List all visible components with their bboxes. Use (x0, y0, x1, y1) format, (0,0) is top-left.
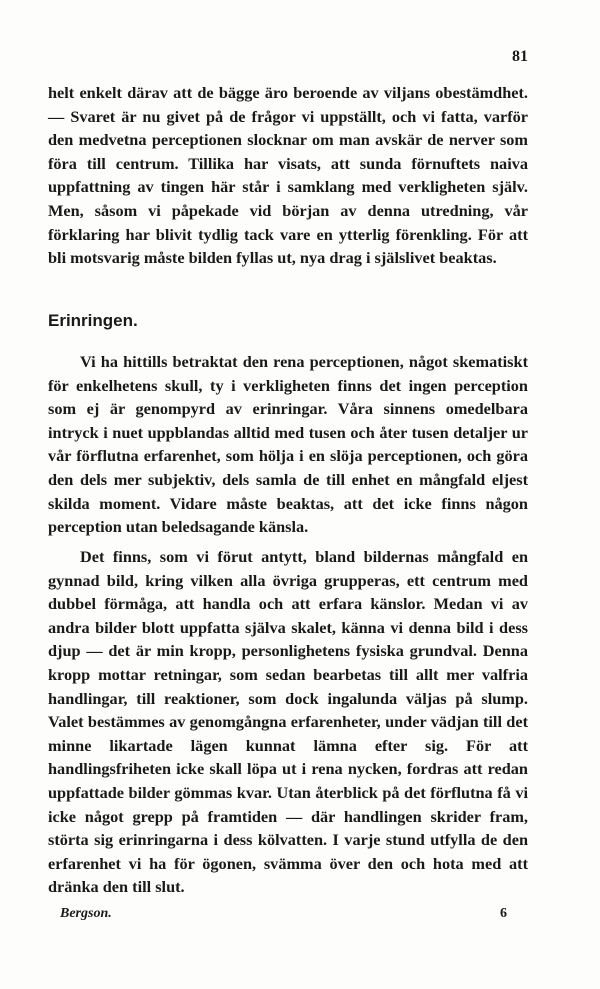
paragraph-body: Det finns, som vi förut antytt, bland bildernas mångfald en gynnad bild, kring vilken alla övriga grupperas, ett centrum med dubbel förmåga, att handla och att erfara känslor. Medan vi av andra bilder blott uppfatta själva skalet, känna vi denna bild i dess djup — det är min kropp, personlighetens fysiska grundval. Denna kropp mottar retningar, som sedan bearbetas till allt mer valfria handlingar, till reaktioner, som dock ingalunda väljas på slump. Valet bestämmes av genomgångna erfarenheter, under vädjan till det minne likartade lägen kunnat lämna efter sig. För att handlingsfriheten icke skall löpa ut i rena nycken, fordras att redan uppfattade bilder gömmas kvar. Utan återblick på det förflutna få vi icke något grepp på framtiden — där handlingen skrider fram, störta sig erinringarna i dess kölvatten. I varje stund utfylla de den erfarenhet vi ha för ögonen, svämma över den och hota med att dränka den till slut. (48, 547, 528, 897)
paragraph-continuation: helt enkelt därav att de bägge äro beroende av viljans obestämdhet. — Svaret är nu givet på de frågor vi uppställt, och vi fatta, varför den medvetna perceptionen slocknar om man avskär de nerver som föra till centrum. Tillika har visats, att sunda förnuftets naiva uppfattning av tingen här står i samklang med verkligheten själv. Men, såsom vi påpekade vid början av denna utredning, vår förklaring har blivit tydlig tack vare en ytterlig förenkling. För att bli motsvarig måste bilden fyllas ut, nya drag i själslivet beaktas. (48, 83, 528, 268)
footer-author: Bergson. (60, 906, 112, 921)
page-number: 81 (512, 48, 528, 65)
footer-signature-mark: 6 (500, 906, 507, 921)
paragraph-intro: Vi ha hittills betraktat den rena perceptionen, något skematiskt för enkelhetens skull, ty i verkligheten finns det ingen perception som ej är genompyrd av erinringar. Våra sinnens omedelbara intryck i nuet uppblandas alltid med tusen och åter tusen detaljer ur vår förflutna erfarenhet, som hölja i en slöja perceptionen, och göra den dels mer subjektiv, dels samla de till enhet en mångfald eljest skilda moment. Vidare måste beaktas, att det icke finns någon perception utan beledsagande känsla. (48, 352, 528, 537)
section-heading: Erinringen. (48, 311, 138, 330)
